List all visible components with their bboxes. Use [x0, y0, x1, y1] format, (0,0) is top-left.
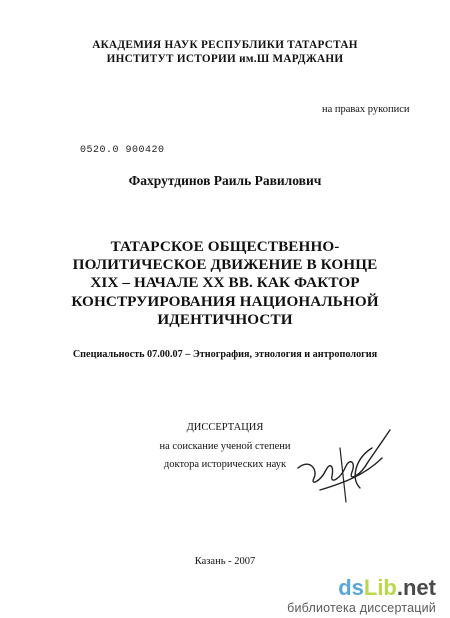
- title-line: ТАТАРСКОЕ ОБЩЕСТВЕННО-: [110, 238, 340, 255]
- author-name: Фахрутдинов Раиль Равилович: [128, 173, 322, 188]
- archive-code: 0520.0 900420: [80, 145, 165, 156]
- degree-name: доктора исторических наук: [163, 459, 287, 470]
- institution-header: [0, 38, 450, 66]
- title-line: XIX – НАЧАЛЕ ХХ ВВ. КАК ФАКТОР: [90, 274, 360, 292]
- city-year: Казань - 2007: [194, 556, 256, 567]
- handwritten-signature: [290, 418, 410, 508]
- watermark-logo: dsLib.net: [338, 575, 436, 600]
- manuscript-rights-note: на правах рукописи: [322, 104, 410, 115]
- degree-purpose: на соискание ученой степени: [159, 440, 291, 452]
- site-watermark: [287, 577, 436, 615]
- title-line: ИДЕНТИЧНОСТИ: [157, 310, 293, 328]
- title-line: КОНСТРУИРОВАНИЯ НАЦИОНАЛЬНОЙ: [71, 292, 379, 310]
- title-line: ПОЛИТИЧЕСКОЕ ДВИЖЕНИЕ В КОНЦЕ: [72, 256, 378, 274]
- academy-name: АКАДЕМИЯ НАУК РЕСПУБЛИКИ ТАТАРСТАН: [92, 39, 358, 51]
- institute-name: ИНСТИТУТ ИСТОРИИ им.Ш МАРДЖАНИ: [106, 53, 344, 65]
- thesis-title: [60, 238, 390, 329]
- specialty-line: Специальность 07.00.07 – Этнография, этнология и антропология: [72, 349, 378, 360]
- watermark-subtitle: библиотека диссертаций: [287, 601, 436, 615]
- dissertation-type: ДИССЕРТАЦИЯ: [186, 422, 264, 433]
